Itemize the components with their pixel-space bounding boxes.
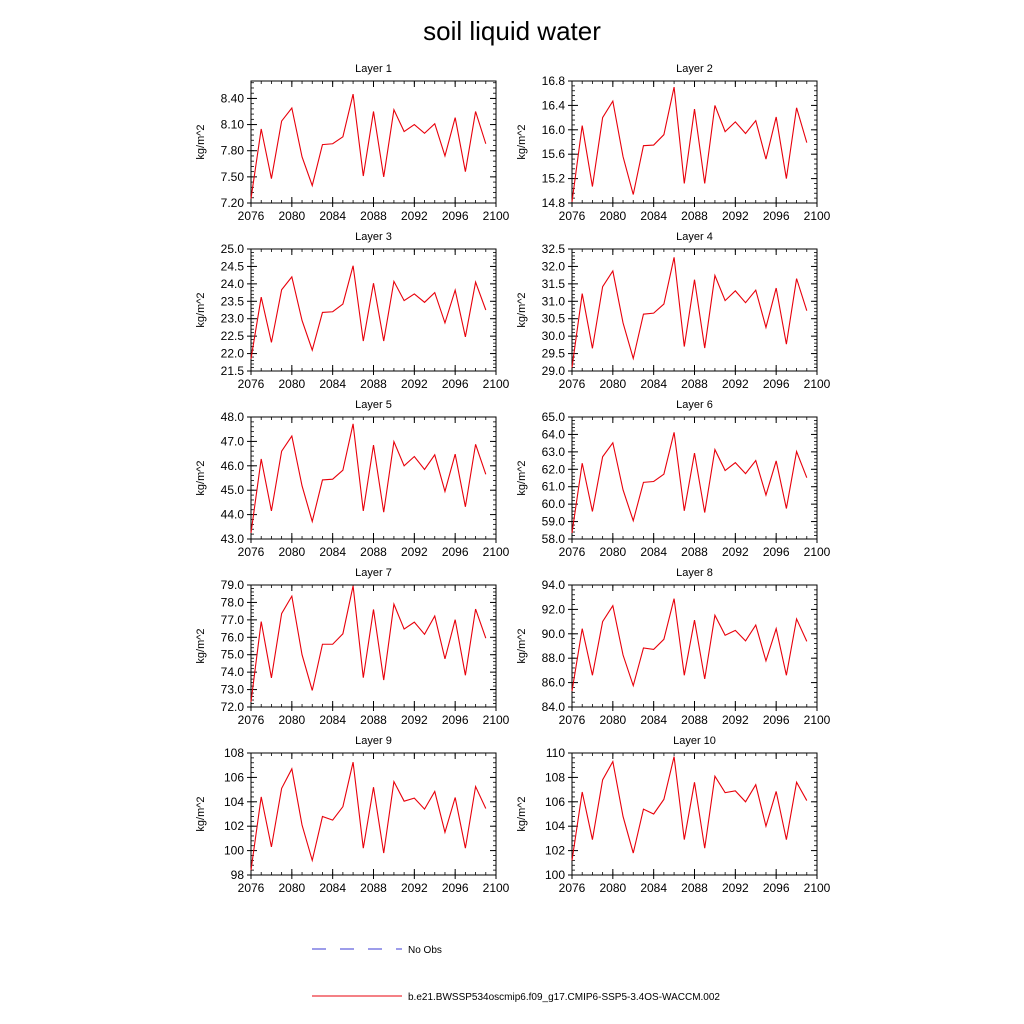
x-tick-label: 2084 <box>319 881 347 895</box>
y-tick-label: 23.0 <box>220 311 244 326</box>
x-tick-label: 2100 <box>803 713 831 727</box>
x-tick-label: 2100 <box>803 209 831 223</box>
y-tick-label: 75.0 <box>220 647 244 662</box>
y-tick-label: 45.0 <box>220 483 244 498</box>
y-tick-label: 16.4 <box>541 98 565 113</box>
y-axis-label: kg/m^2 <box>516 292 528 328</box>
y-tick-label: 94.0 <box>541 578 565 592</box>
y-tick-label: 76.0 <box>220 630 244 645</box>
y-axis-label: kg/m^2 <box>195 124 207 160</box>
y-tick-label: 63.0 <box>541 444 565 459</box>
y-tick-label: 25.0 <box>220 242 244 256</box>
y-tick-label: 23.5 <box>220 294 244 309</box>
y-tick-label: 7.50 <box>220 169 244 184</box>
y-tick-label: 64.0 <box>541 427 565 442</box>
x-tick-label: 2100 <box>482 209 510 223</box>
x-tick-label: 2076 <box>558 545 586 559</box>
x-tick-label: 2100 <box>482 713 510 727</box>
y-tick-label: 15.2 <box>541 171 565 186</box>
x-tick-label: 2088 <box>360 377 387 391</box>
x-tick-label: 2076 <box>558 713 586 727</box>
y-tick-label: 104 <box>223 794 244 809</box>
x-tick-label: 2080 <box>599 209 627 223</box>
x-tick-label: 2080 <box>599 881 627 895</box>
y-axis-label: kg/m^2 <box>516 460 528 496</box>
x-tick-label: 2092 <box>721 713 749 727</box>
x-tick-label: 2076 <box>558 881 586 895</box>
x-tick-label: 2076 <box>558 377 586 391</box>
panel-title: Layer 8 <box>676 567 713 579</box>
y-tick-label: 16.0 <box>541 122 565 137</box>
x-tick-label: 2100 <box>803 545 831 559</box>
y-tick-label: 22.0 <box>220 346 244 361</box>
x-tick-label: 2080 <box>278 545 306 559</box>
y-tick-label: 7.20 <box>220 196 244 210</box>
y-tick-label: 74.0 <box>220 665 244 680</box>
x-tick-label: 2084 <box>319 713 347 727</box>
panel-title: Layer 5 <box>355 399 392 411</box>
y-axis-label: kg/m^2 <box>516 796 528 832</box>
x-tick-label: 2076 <box>237 377 265 391</box>
y-tick-label: 73.0 <box>220 682 244 697</box>
y-tick-label: 31.5 <box>541 276 565 291</box>
x-tick-label: 2080 <box>278 713 306 727</box>
y-tick-label: 104 <box>544 819 565 834</box>
x-tick-label: 2088 <box>681 713 708 727</box>
y-tick-label: 22.5 <box>220 329 244 344</box>
x-tick-label: 2100 <box>803 377 831 391</box>
y-tick-label: 43.0 <box>220 532 244 546</box>
x-tick-label: 2080 <box>599 377 627 391</box>
y-tick-label: 72.0 <box>220 700 244 714</box>
x-tick-label: 2088 <box>681 209 708 223</box>
x-tick-label: 2096 <box>762 881 790 895</box>
x-tick-label: 2080 <box>278 377 306 391</box>
legend-obs-label: No Obs <box>408 945 442 956</box>
x-tick-label: 2076 <box>237 713 265 727</box>
y-tick-label: 32.0 <box>541 259 565 274</box>
y-tick-label: 8.40 <box>220 91 244 106</box>
x-tick-label: 2088 <box>681 377 708 391</box>
x-tick-label: 2084 <box>640 545 668 559</box>
y-tick-label: 58.0 <box>541 532 565 546</box>
legend-model-label: b.e21.BWSSP534oscmip6.f09_g17.CMIP6-SSP5-3.4OS-WACCM.002 <box>408 992 720 1003</box>
y-tick-label: 30.0 <box>541 329 565 344</box>
y-tick-label: 90.0 <box>541 626 565 641</box>
panel-title: Layer 9 <box>355 735 392 747</box>
x-tick-label: 2088 <box>681 881 708 895</box>
x-tick-label: 2088 <box>360 209 387 223</box>
y-tick-label: 108 <box>223 746 244 760</box>
y-axis-label: kg/m^2 <box>195 292 207 328</box>
y-tick-label: 29.0 <box>541 364 565 378</box>
y-tick-label: 44.0 <box>220 507 244 522</box>
x-tick-label: 2096 <box>441 377 469 391</box>
x-tick-label: 2088 <box>360 881 387 895</box>
x-tick-label: 2096 <box>762 209 790 223</box>
x-tick-label: 2076 <box>237 545 265 559</box>
y-tick-label: 108 <box>544 770 565 785</box>
x-tick-label: 2092 <box>400 881 428 895</box>
y-tick-label: 110 <box>545 746 565 760</box>
x-tick-label: 2084 <box>319 377 347 391</box>
y-tick-label: 24.0 <box>220 276 244 291</box>
y-tick-label: 65.0 <box>541 410 565 424</box>
x-tick-label: 2096 <box>441 713 469 727</box>
x-tick-label: 2084 <box>640 377 668 391</box>
y-tick-label: 102 <box>223 819 244 834</box>
y-tick-label: 62.0 <box>541 462 565 477</box>
y-tick-label: 78.0 <box>220 595 244 610</box>
y-axis-label: kg/m^2 <box>195 628 207 664</box>
y-tick-label: 100 <box>223 843 244 858</box>
y-tick-label: 46.0 <box>220 458 244 473</box>
x-tick-label: 2092 <box>400 209 428 223</box>
x-tick-label: 2100 <box>482 545 510 559</box>
x-tick-label: 2092 <box>721 545 749 559</box>
y-tick-label: 88.0 <box>541 651 565 666</box>
panel-title: Layer 1 <box>355 63 392 75</box>
x-tick-label: 2084 <box>319 209 347 223</box>
x-tick-label: 2088 <box>681 545 708 559</box>
x-tick-label: 2076 <box>237 209 265 223</box>
y-tick-label: 15.6 <box>541 147 565 162</box>
x-tick-label: 2084 <box>640 881 668 895</box>
x-tick-label: 2096 <box>441 881 469 895</box>
y-tick-label: 106 <box>544 794 565 809</box>
x-tick-label: 2080 <box>278 209 306 223</box>
y-tick-label: 60.0 <box>541 497 565 512</box>
x-tick-label: 2100 <box>482 881 510 895</box>
y-axis-label: kg/m^2 <box>195 796 207 832</box>
y-tick-label: 86.0 <box>541 675 565 690</box>
y-axis-label: kg/m^2 <box>516 124 528 160</box>
y-tick-label: 14.8 <box>541 196 565 210</box>
y-tick-label: 29.5 <box>541 346 565 361</box>
x-tick-label: 2080 <box>599 713 627 727</box>
x-tick-label: 2100 <box>482 377 510 391</box>
y-tick-label: 61.0 <box>541 479 565 494</box>
panel-title: Layer 2 <box>676 63 713 75</box>
y-tick-label: 24.5 <box>220 259 244 274</box>
x-tick-label: 2092 <box>721 209 749 223</box>
y-tick-label: 48.0 <box>220 410 244 424</box>
y-tick-label: 59.0 <box>541 514 565 529</box>
figure-title: soil liquid water <box>423 16 601 46</box>
y-tick-label: 98 <box>230 868 244 882</box>
y-tick-label: 31.0 <box>541 294 565 309</box>
x-tick-label: 2076 <box>237 881 265 895</box>
x-tick-label: 2076 <box>558 209 586 223</box>
x-tick-label: 2092 <box>400 713 428 727</box>
panel-title: Layer 7 <box>355 567 392 579</box>
y-tick-label: 32.5 <box>541 242 565 256</box>
panel-title: Layer 6 <box>676 399 713 411</box>
x-tick-label: 2080 <box>599 545 627 559</box>
y-tick-label: 92.0 <box>541 602 565 617</box>
panel-title: Layer 10 <box>673 735 716 747</box>
x-tick-label: 2092 <box>721 881 749 895</box>
x-tick-label: 2092 <box>400 377 428 391</box>
x-tick-label: 2096 <box>762 545 790 559</box>
y-tick-label: 102 <box>544 843 565 858</box>
y-tick-label: 79.0 <box>220 578 244 592</box>
x-tick-label: 2080 <box>278 881 306 895</box>
y-tick-label: 106 <box>223 770 244 785</box>
x-tick-label: 2100 <box>803 881 831 895</box>
y-axis-label: kg/m^2 <box>516 628 528 664</box>
x-tick-label: 2096 <box>441 545 469 559</box>
x-tick-label: 2088 <box>360 545 387 559</box>
y-tick-label: 77.0 <box>220 612 244 627</box>
y-axis-label: kg/m^2 <box>195 460 207 496</box>
y-tick-label: 16.8 <box>541 74 565 88</box>
panel-title: Layer 4 <box>676 231 713 243</box>
y-tick-label: 100 <box>544 868 565 882</box>
y-tick-label: 8.10 <box>220 117 244 132</box>
x-tick-label: 2084 <box>640 209 668 223</box>
y-tick-label: 21.5 <box>220 364 244 378</box>
x-tick-label: 2096 <box>762 713 790 727</box>
y-tick-label: 30.5 <box>541 311 565 326</box>
x-tick-label: 2092 <box>721 377 749 391</box>
x-tick-label: 2088 <box>360 713 387 727</box>
x-tick-label: 2084 <box>319 545 347 559</box>
panel-title: Layer 3 <box>355 231 392 243</box>
x-tick-label: 2096 <box>441 209 469 223</box>
x-tick-label: 2084 <box>640 713 668 727</box>
x-tick-label: 2092 <box>400 545 428 559</box>
y-tick-label: 7.80 <box>220 143 244 158</box>
y-tick-label: 84.0 <box>541 700 565 714</box>
x-tick-label: 2096 <box>762 377 790 391</box>
y-tick-label: 47.0 <box>220 434 244 449</box>
